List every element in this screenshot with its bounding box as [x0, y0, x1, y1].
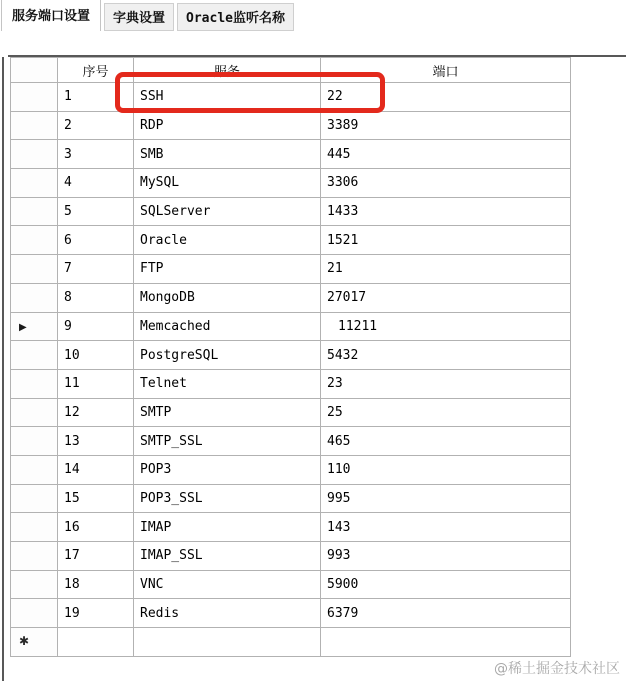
- table-row: [11, 140, 571, 169]
- table-row: [11, 599, 571, 628]
- cell-service[interactable]: SQLServer: [134, 197, 321, 226]
- cell-no[interactable]: 17: [58, 542, 134, 571]
- tab-service-port-settings[interactable]: 服务端口设置: [1, 0, 101, 31]
- cell-service[interactable]: PostgreSQL: [134, 341, 321, 370]
- row-selector[interactable]: [11, 398, 58, 427]
- tab-oracle-listener-name[interactable]: Oracle监听名称: [177, 3, 294, 31]
- new-row: [11, 628, 571, 657]
- table-row: [11, 111, 571, 140]
- cell-port[interactable]: 5432: [321, 341, 571, 370]
- row-selector[interactable]: [11, 484, 58, 513]
- cell-service[interactable]: POP3: [134, 455, 321, 484]
- row-selector[interactable]: [11, 111, 58, 140]
- cell-service[interactable]: SMB: [134, 140, 321, 169]
- corner-selector-cell[interactable]: [11, 58, 58, 83]
- cell-service[interactable]: IMAP_SSL: [134, 542, 321, 571]
- cell-port[interactable]: 1521: [321, 226, 571, 255]
- table-row: [11, 283, 571, 312]
- row-selector[interactable]: [11, 341, 58, 370]
- row-selector[interactable]: [11, 197, 58, 226]
- cell-no[interactable]: 3: [58, 140, 134, 169]
- cell-no[interactable]: 1: [58, 83, 134, 112]
- cell-port[interactable]: 995: [321, 484, 571, 513]
- cell-port[interactable]: 23: [321, 369, 571, 398]
- cell-service[interactable]: MySQL: [134, 169, 321, 198]
- cell-port[interactable]: 1433: [321, 197, 571, 226]
- row-selector[interactable]: [11, 369, 58, 398]
- service-port-table: [10, 57, 571, 657]
- current-row-arrow-icon: ▶: [19, 321, 27, 333]
- cell-service[interactable]: SMTP: [134, 398, 321, 427]
- cell-service[interactable]: POP3_SSL: [134, 484, 321, 513]
- table-row: [11, 341, 571, 370]
- cell-service[interactable]: VNC: [134, 570, 321, 599]
- cell-port[interactable]: 6379: [321, 599, 571, 628]
- table-row: [11, 197, 571, 226]
- row-selector-current[interactable]: [11, 312, 58, 341]
- cell-no[interactable]: 14: [58, 455, 134, 484]
- cell-port[interactable]: 3306: [321, 169, 571, 198]
- cell-port[interactable]: 27017: [321, 283, 571, 312]
- cell-service[interactable]: Telnet: [134, 369, 321, 398]
- column-header-service[interactable]: 服务: [134, 58, 321, 83]
- cell-service[interactable]: Redis: [134, 599, 321, 628]
- row-selector[interactable]: [11, 283, 58, 312]
- row-selector[interactable]: [11, 513, 58, 542]
- cell-port[interactable]: 3389: [321, 111, 571, 140]
- cell-no[interactable]: 15: [58, 484, 134, 513]
- row-selector[interactable]: [11, 570, 58, 599]
- cell-service[interactable]: FTP: [134, 255, 321, 284]
- table-row: [11, 427, 571, 456]
- cell-port[interactable]: 110: [321, 455, 571, 484]
- cell-no[interactable]: 6: [58, 226, 134, 255]
- cell-service[interactable]: SMTP_SSL: [134, 427, 321, 456]
- cell-no[interactable]: 11: [58, 369, 134, 398]
- cell-no[interactable]: 7: [58, 255, 134, 284]
- row-selector[interactable]: [11, 169, 58, 198]
- cell-service[interactable]: SSH: [134, 83, 321, 112]
- row-selector[interactable]: [11, 83, 58, 112]
- cell-no[interactable]: 13: [58, 427, 134, 456]
- row-selector[interactable]: [11, 226, 58, 255]
- cell-port[interactable]: 5900: [321, 570, 571, 599]
- cell-no[interactable]: 8: [58, 283, 134, 312]
- cell-service[interactable]: MongoDB: [134, 283, 321, 312]
- column-header-no[interactable]: 序号: [58, 58, 134, 83]
- cell-port[interactable]: 25: [321, 398, 571, 427]
- header-row: [11, 58, 571, 83]
- cell-service[interactable]: Memcached: [134, 312, 321, 341]
- table-row: [11, 484, 571, 513]
- table-row: [11, 226, 571, 255]
- cell-no[interactable]: 4: [58, 169, 134, 198]
- table-row: [11, 169, 571, 198]
- cell-port[interactable]: 22: [321, 83, 571, 112]
- table-row: [11, 542, 571, 571]
- tab-dictionary-settings[interactable]: 字典设置: [104, 3, 174, 31]
- cell-service[interactable]: IMAP: [134, 513, 321, 542]
- row-selector[interactable]: [11, 427, 58, 456]
- cell-no[interactable]: 19: [58, 599, 134, 628]
- cell-service[interactable]: Oracle: [134, 226, 321, 255]
- cell-port[interactable]: 143: [321, 513, 571, 542]
- table-row: [11, 398, 571, 427]
- cell-no[interactable]: 16: [58, 513, 134, 542]
- cell-empty[interactable]: [134, 628, 321, 657]
- table-row: [11, 369, 571, 398]
- table-row: [11, 455, 571, 484]
- cell-port[interactable]: 445: [321, 140, 571, 169]
- row-selector[interactable]: [11, 599, 58, 628]
- row-selector[interactable]: [11, 255, 58, 284]
- table-row: [11, 312, 571, 341]
- table-row: [11, 83, 571, 112]
- panel-left-edge: [2, 57, 4, 681]
- cell-port[interactable]: 21: [321, 255, 571, 284]
- cell-no[interactable]: 12: [58, 398, 134, 427]
- cell-no[interactable]: 18: [58, 570, 134, 599]
- cell-empty[interactable]: [321, 628, 571, 657]
- cell-port[interactable]: 11211: [321, 312, 571, 341]
- new-row-asterisk-icon: ✱: [19, 634, 30, 649]
- table-row: [11, 255, 571, 284]
- cell-port[interactable]: 993: [321, 542, 571, 571]
- column-header-port[interactable]: 端口: [321, 58, 571, 83]
- row-selector[interactable]: [11, 140, 58, 169]
- cell-no[interactable]: 5: [58, 197, 134, 226]
- service-port-grid: [10, 57, 571, 657]
- row-selector-new[interactable]: [11, 628, 58, 657]
- tab-bar: [1, 2, 294, 31]
- cell-no[interactable]: 9: [58, 312, 134, 341]
- row-selector[interactable]: [11, 542, 58, 571]
- table-row: [11, 513, 571, 542]
- row-selector[interactable]: [11, 455, 58, 484]
- cell-no[interactable]: 10: [58, 341, 134, 370]
- cell-service[interactable]: RDP: [134, 111, 321, 140]
- cell-port[interactable]: 465: [321, 427, 571, 456]
- table-row: [11, 570, 571, 599]
- cell-no[interactable]: 2: [58, 111, 134, 140]
- cell-empty[interactable]: [58, 628, 134, 657]
- watermark: @稀土掘金技术社区: [494, 661, 620, 677]
